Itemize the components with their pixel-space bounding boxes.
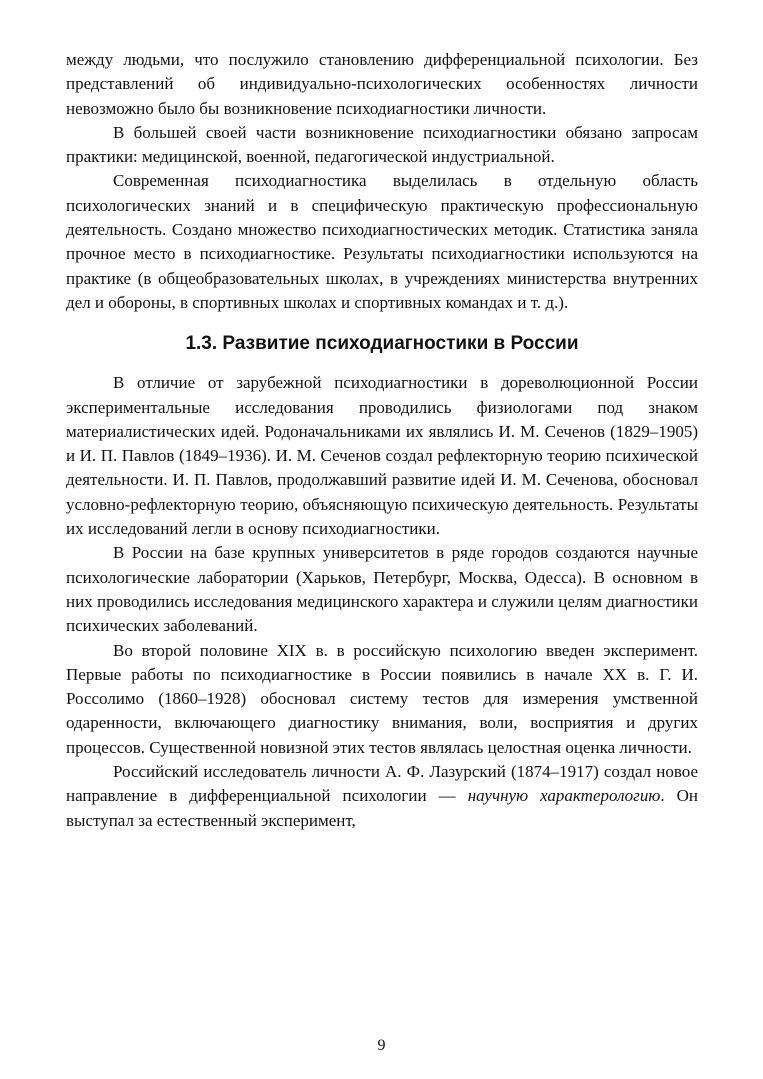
text-block bbox=[66, 48, 698, 833]
paragraph: Современная психодиагностика выделилась в отдельную область психологических знаний и в специфическую практическую профессиональную деятельность. Создано множество психодиагностических методик. Статистика заняла прочное место в психодиагностике. Результаты психодиагностики используются на практике (в общеобразовательных школах, в учреждениях министерства внутренних дел и обороны, в спортивных школах и спортивных командах и т. д.). bbox=[66, 171, 698, 312]
paragraph-continuation: между людьми, что послужило становлению дифференциальной психологии. Без представлений об индивидуально-психологических особенностях личности невозможно было бы возникновение психодиагностики личности. bbox=[66, 50, 698, 118]
final-paragraph-part2: . Он выступал за естественный эксперимент, bbox=[66, 786, 699, 830]
section-heading: 1.3. Развитие психодиагностики в России bbox=[185, 333, 579, 355]
final-paragraph-part1: Российский исследователь личности А. Ф. Лазурский (1874–1917) создал новое направление в дифференциальной психологии — bbox=[66, 762, 698, 806]
paragraph: Во второй половине XIX в. в российскую психологию введен эксперимент. Первые работы по психодиагностике в России появились в начале XX в. Г. И. Россолимо (1860–1928) обосновал систему тестов для измерения умственной одаренности, включающего диагностику внимания, воли, восприятия и других процессов. Существенной новизной этих тестов являлась целостная оценка личности. bbox=[66, 640, 698, 757]
final-paragraph-italic-term: научную характерологию bbox=[467, 786, 661, 806]
paragraph: В большей своей части возникновение психодиагностики обязано запросам практики: медицинской, военной, педагогической индустриальной. bbox=[66, 122, 698, 167]
page-number: 9 bbox=[377, 1037, 386, 1054]
paragraph-final bbox=[66, 760, 698, 833]
paragraph: В отличие от зарубежной психодиагностики в дореволюционной России экспериментальные исследования проводились физиологами под знаком материалистических идей. Родоначальниками их являлись И. М. Сеченов (1829–1905) и И. П. Павлов (1849–1936). И. М. Сеченов создал рефлекторную теорию психической деятельности. И. П. Павлов, продолжавший развитие идей И. М. Сеченова, обосновал условно-рефлекторную теорию, объясняющую психическую деятельность. Результаты их исследований легли в основу психодиагностики. bbox=[66, 373, 698, 539]
paragraph: В России на базе крупных университетов в ряде городов создаются научные психологические лаборатории (Харьков, Петербург, Москва, Одесса). В основном в них проводились исследования медицинского характера и служили целям диагностики психических заболеваний. bbox=[66, 543, 698, 636]
